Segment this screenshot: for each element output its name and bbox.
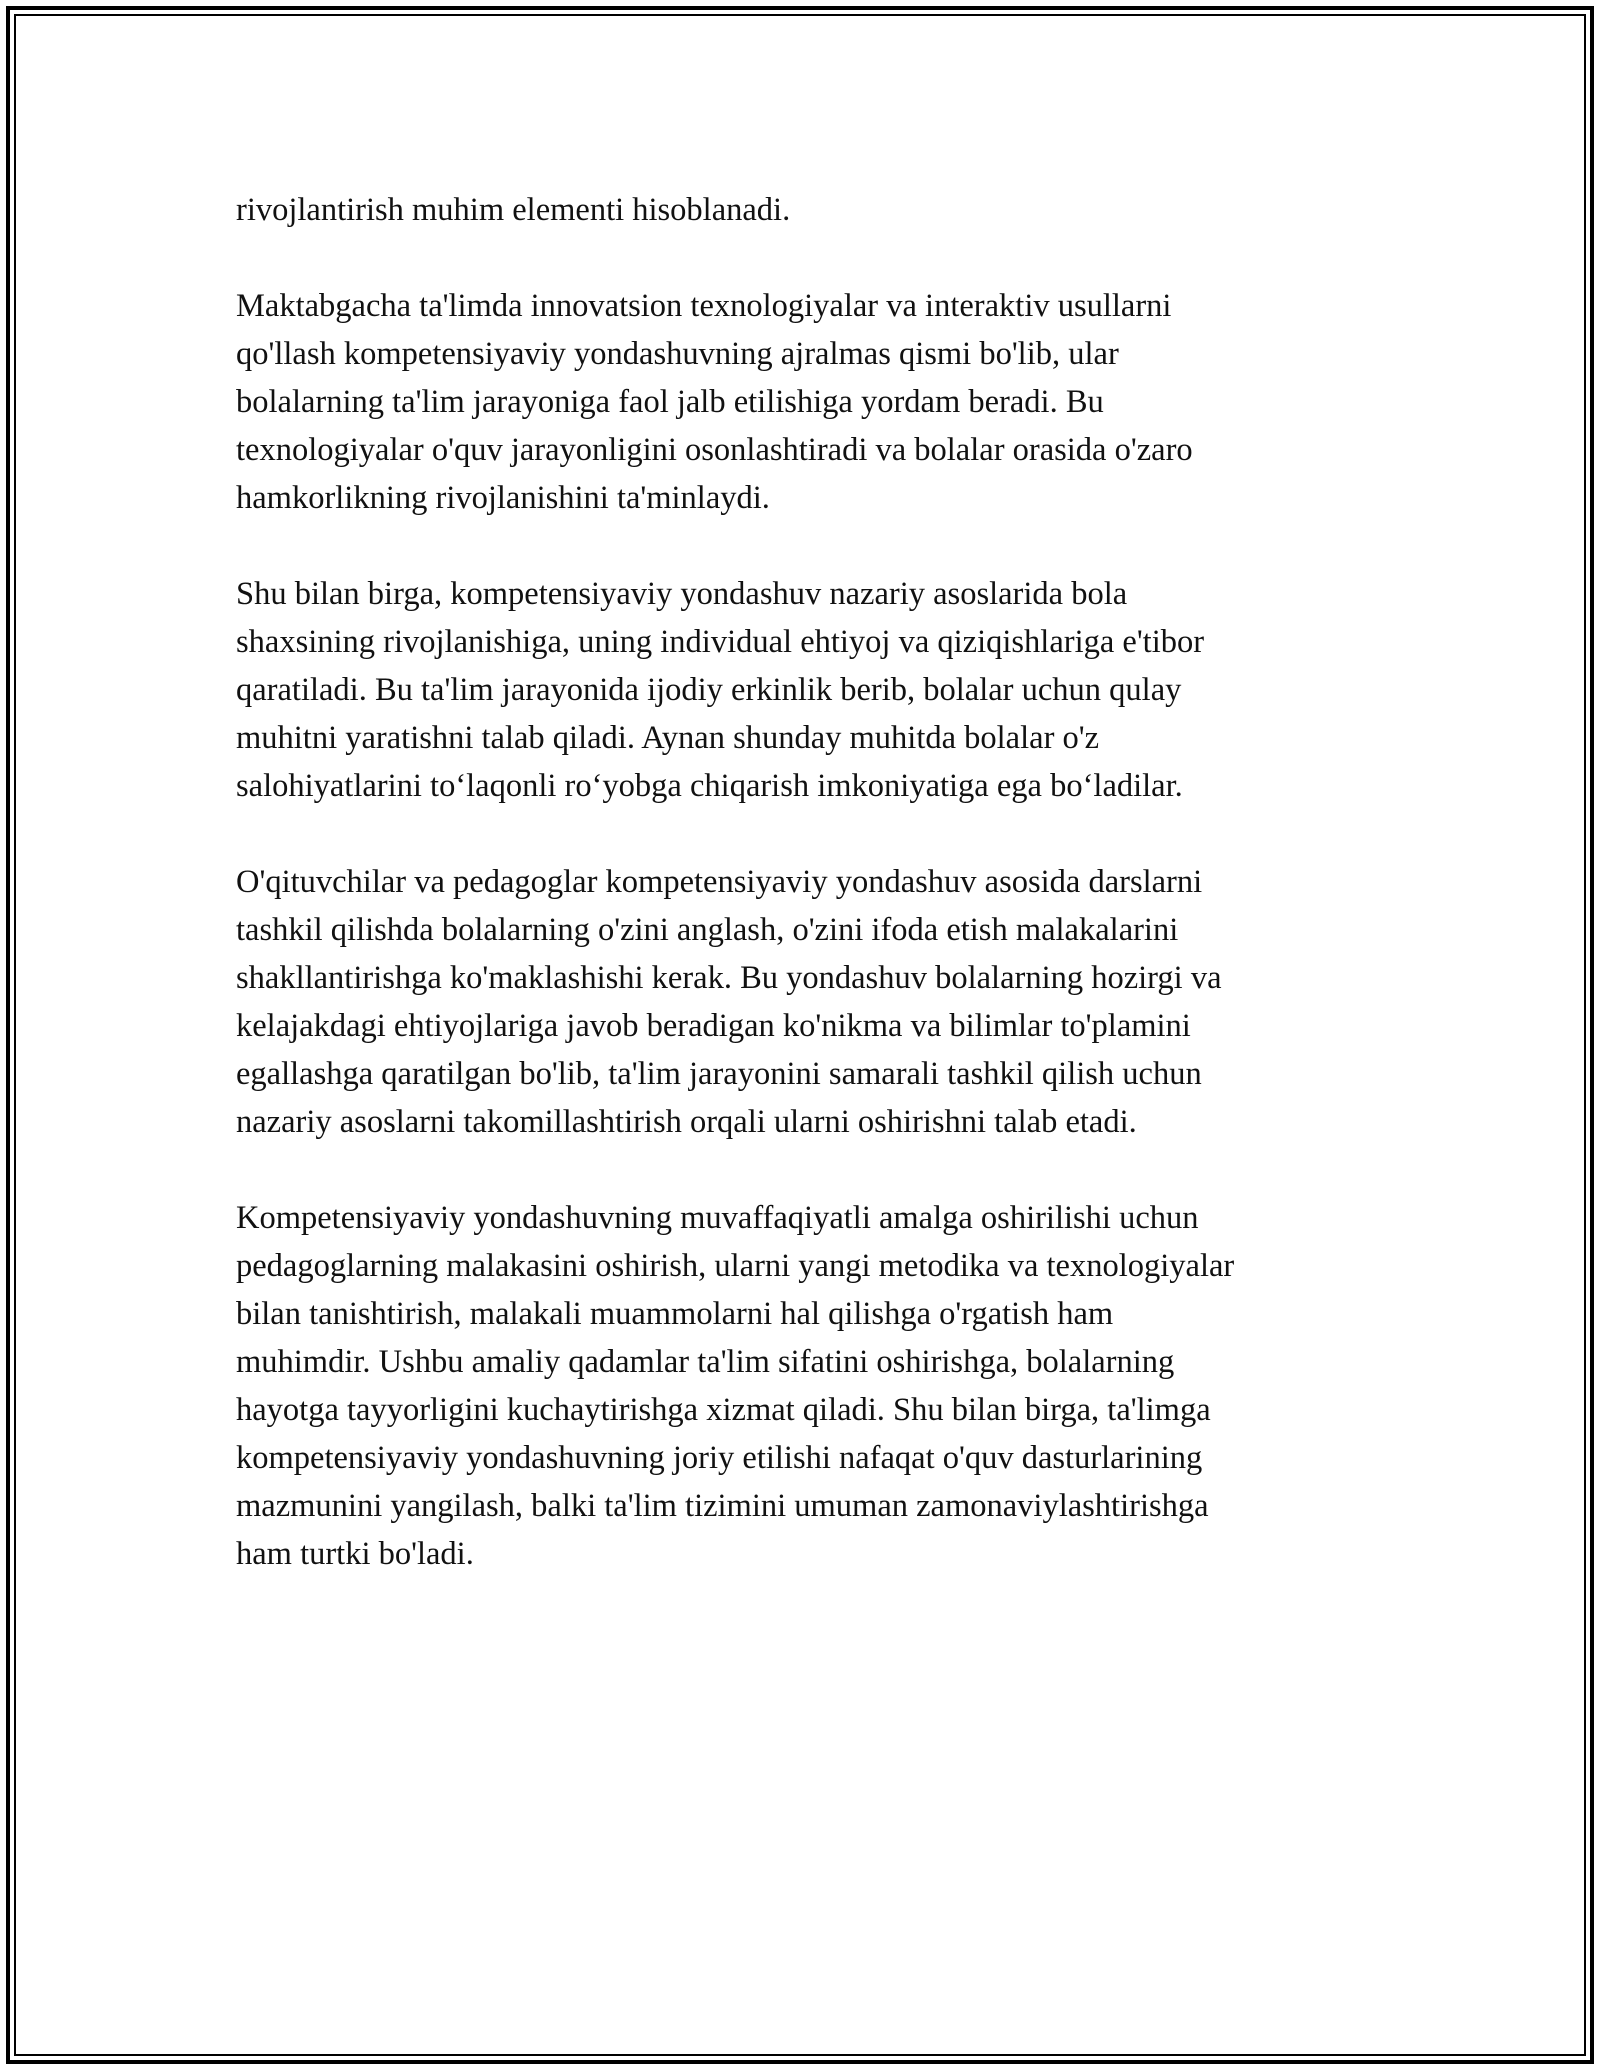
paragraph-2: Maktabgacha ta'limda innovatsion texnologiyalar va interaktiv usullarni qo'llash kompetensiyaviy yondashuvning ajralmas qismi bo'lib, ular bolalarning ta'lim jarayoniga faol jalb etilishiga yordam beradi. Bu texnologiyalar o'quv jarayonligini osonlashtiradi va bolalar orasida o'zaro hamkorlikning rivojlanishini ta'minlaydi.	[236, 288, 1193, 516]
document-body	[236, 186, 1396, 1626]
paragraph-1: rivojlantirish muhim elementi hisoblanadi.	[236, 192, 791, 228]
paragraph-3: Shu bilan birga, kompetensiyaviy yondashuv nazariy asoslarida bola shaxsining rivojlanishiga, uning individual ehtiyoj va qiziqishlariga e'tibor qaratiladi. Bu ta'lim jarayonida ijodiy erkinlik berib, bolalar uchun qulay muhitni yaratishni talab qiladi. Aynan shunday muhitda bolalar o'z salohiyatlarini to‘laqonli ro‘yobga chiqarish imkoniyatiga ega bo‘ladilar.	[236, 576, 1205, 804]
paragraph-5: Kompetensiyaviy yondashuvning muvaffaqiyatli amalga oshirilishi uchun pedagoglarning malakasini oshirish, ularni yangi metodika va texnologiyalar bilan tanishtirish, malakali muammolarni hal qilishga o'rgatish ham muhimdir. Ushbu amaliy qadamlar ta'lim sifatini oshirishga, bolalarning hayotga tayyorligini kuchaytirishga xizmat qiladi. Shu bilan birga, ta'limga kompetensiyaviy yondashuvning joriy etilishi nafaqat o'quv dasturlarining mazmunini yangilash, balki ta'lim tizimini umuman zamonaviylashtirishga ham turtki bo'ladi.	[236, 1200, 1235, 1572]
paragraph-4: O'qituvchilar va pedagoglar kompetensiyaviy yondashuv asosida darslarni tashkil qilishda bolalarning o'zini anglash, o'zini ifoda etish malakalarini shakllantirishga ko'maklashishi kerak. Bu yondashuv bolalarning hozirgi va kelajakdagi ehtiyojlariga javob beradigan ko'nikma va bilimlar to'plamini egallashga qaratilgan bo'lib, ta'lim jarayonini samarali tashkil qilish uchun nazariy asoslarni takomillashtirish orqali ularni oshirishni talab etadi.	[236, 864, 1222, 1140]
